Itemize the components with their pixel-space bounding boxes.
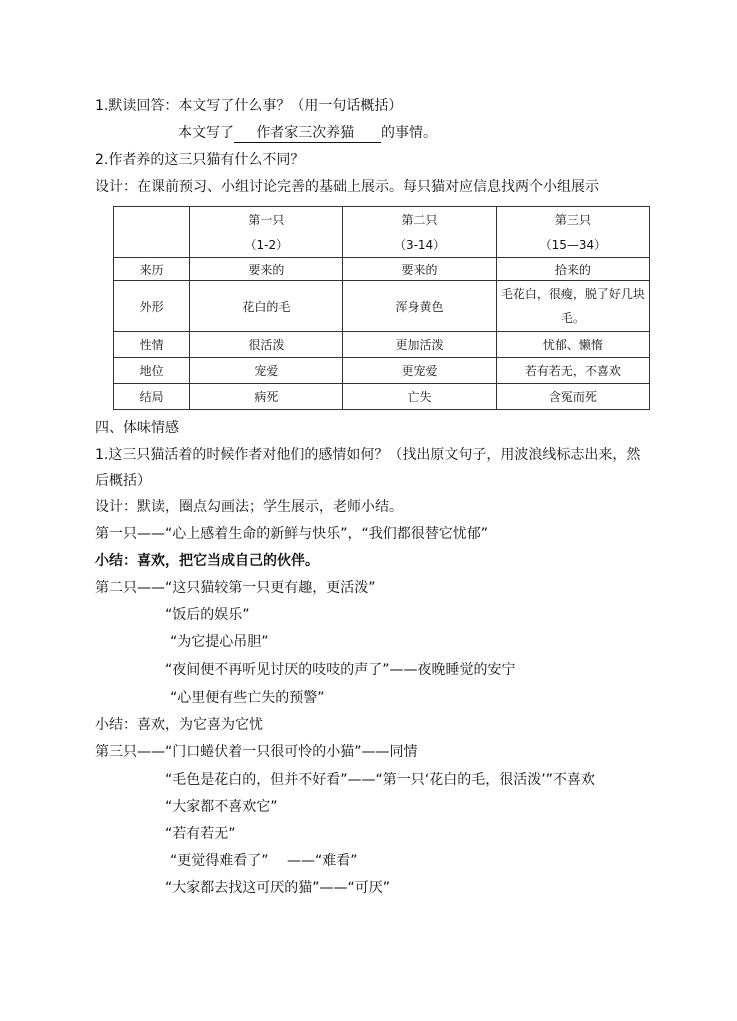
table-cell: 宠爱: [190, 358, 343, 384]
table-row: [114, 332, 650, 358]
table-cell: 浑身黄色: [343, 281, 496, 332]
row-label: 外形: [114, 281, 190, 332]
table-cell: 花白的毛: [190, 281, 343, 332]
cat3-quote-6: “大家都去找这可厌的猫”——“可厌”: [165, 880, 391, 896]
table-cell: 要来的: [343, 258, 496, 281]
row-label: 来历: [114, 258, 190, 281]
cat3-quote-1: 第三只——“门口蜷伏着一只很可怜的小猫”——同情: [95, 744, 418, 760]
cat2-summary: 小结：喜欢，为它喜为它忧: [95, 717, 263, 733]
cat3-quote-2: “毛色是花白的，但并不好看”——“第一只‘花白的毛，很活泼’”不喜欢: [165, 772, 595, 788]
question-1-answer: [178, 123, 437, 143]
cat2-quote-3: “为它提心吊胆”: [170, 634, 269, 650]
section-4-question-line2: 后概括）: [95, 473, 151, 489]
table-cell: 忧郁、懒惰: [496, 332, 649, 358]
header-name: 第一只: [248, 213, 285, 227]
cat2-quote-1: 第二只——“这只猫较第一只更有趣，更活泼”: [95, 580, 376, 596]
table-cell: 要来的: [190, 258, 343, 281]
table-cell: 毛花白，很瘦，脱了好几块毛。: [496, 281, 649, 332]
header-range: （15—34）: [539, 238, 607, 252]
table-row: [114, 258, 650, 281]
table-header-row: [114, 207, 650, 258]
table-header-cat2: [343, 207, 496, 258]
section-4-title: 四、体味情感: [95, 420, 179, 436]
answer-fill-blank: [234, 124, 381, 143]
table-row: [114, 358, 650, 384]
answer-suffix: 的事情。: [380, 125, 437, 141]
table-row: [114, 281, 650, 332]
table-cell: 很活泼: [190, 332, 343, 358]
cat2-quote-4: “夜间便不再听见讨厌的吱吱的声了”——夜晚睡觉的安宁: [165, 662, 516, 678]
cat2-quote-5: “心里便有些亡失的预警”: [170, 690, 325, 706]
table-header-cat3: [496, 207, 649, 258]
table-cell: 亡失: [343, 384, 496, 410]
row-label: 结局: [114, 384, 190, 410]
question-2-design: 设计：在课前预习、小组讨论完善的基础上展示。每只猫对应信息找两个小组展示: [95, 179, 599, 195]
table-row: [114, 384, 650, 410]
section-4-design: 设计：默读，圈点勾画法；学生展示，老师小结。: [95, 499, 403, 515]
row-label: 性情: [114, 332, 190, 358]
cat3-quote-5: “更觉得难看了” ——“难看”: [170, 853, 358, 869]
table-cell: 若有若无，不喜欢: [496, 358, 649, 384]
cat3-quote-4: “若有若无”: [165, 826, 236, 842]
header-range: （1-2）: [244, 238, 289, 252]
table-cell: 病死: [190, 384, 343, 410]
cat-comparison-table: [113, 206, 650, 410]
table-cell: 拾来的: [496, 258, 649, 281]
cat3-quote-3: “大家都不喜欢它”: [165, 799, 278, 815]
table-cell: 更宠爱: [343, 358, 496, 384]
table-cell: 更加活泼: [343, 332, 496, 358]
answer-fill-text: 作者家三次养猫: [256, 125, 355, 141]
table-header-cat1: [190, 207, 343, 258]
header-name: 第二只: [401, 213, 438, 227]
header-range: （3-14）: [393, 238, 446, 252]
cat1-summary: 小结：喜欢，把它当成自己的伙伴。: [95, 553, 319, 569]
row-label: 地位: [114, 358, 190, 384]
table-cell: 含冤而死: [496, 384, 649, 410]
cat2-quote-2: “饭后的娱乐”: [165, 607, 250, 623]
section-4-question-line1: 1.这三只猫活着的时候作者对他们的感情如何？（找出原文句子，用波浪线标志出来，然: [95, 447, 641, 463]
cat1-quotes: 第一只——“心上感着生命的新鲜与快乐”，“我们都很替它忧郁”: [95, 526, 489, 542]
answer-prefix: 本文写了: [178, 125, 234, 141]
table-corner-cell: [114, 207, 190, 258]
question-1-title: 1.默读回答：本文写了什么事？（用一句话概括）: [95, 98, 403, 114]
question-2-title: 2.作者养的这三只猫有什么不同？: [95, 152, 305, 168]
header-name: 第三只: [554, 213, 591, 227]
